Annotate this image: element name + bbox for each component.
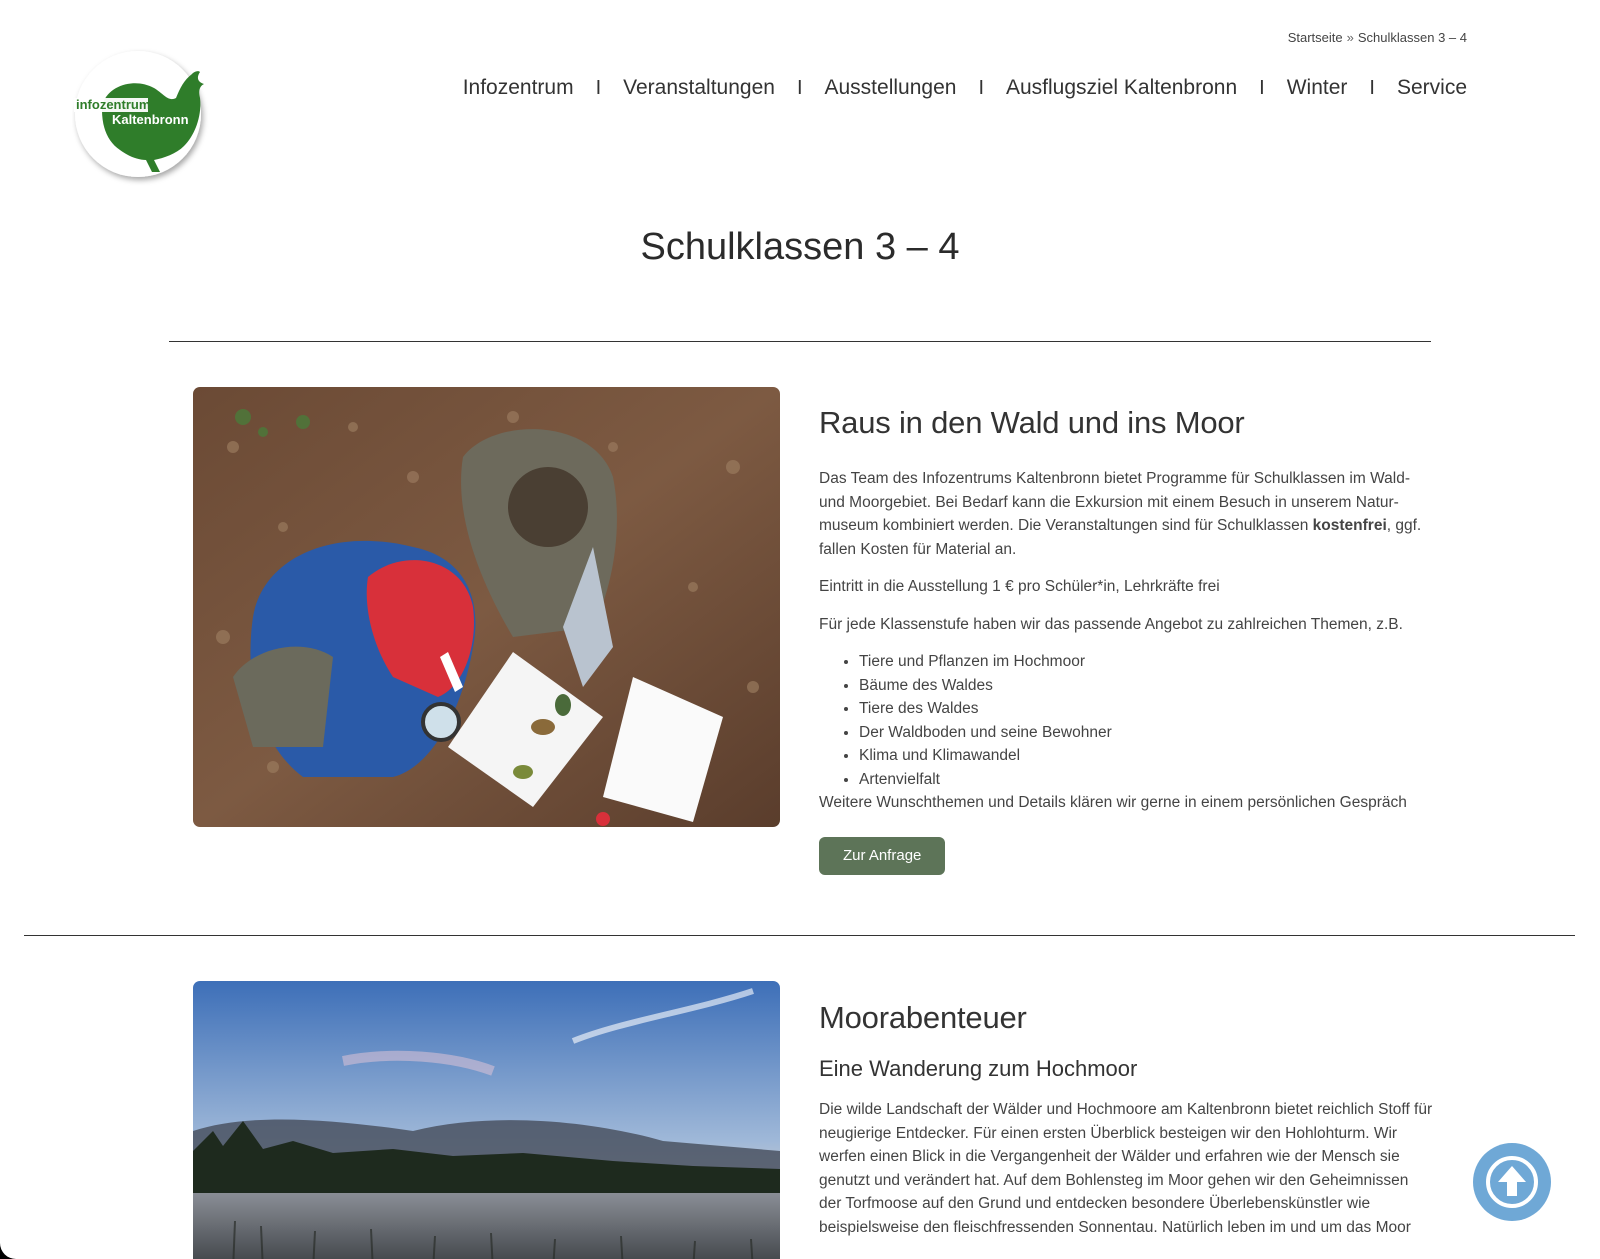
- list-item: • Bäume des Waldes: [859, 674, 1434, 698]
- nav-divider: I: [796, 76, 803, 99]
- scroll-to-top-button[interactable]: [1473, 1143, 1551, 1221]
- inquiry-button[interactable]: Zur Anfrage: [819, 837, 945, 875]
- breadcrumb: [1288, 30, 1467, 45]
- nav-item-service[interactable]: Service: [1396, 76, 1467, 99]
- section2-text: Die wilde Landschaft der Wälder und Hochmoore am Kaltenbronn bietet reichlich Stoff für neugierige Entdecker. Für einen ersten Überblick besteigen wir den Hohlohturm. Wir werfen einen Blick in die Vergangenheit der Wälder und erfahren wie der Mensch sie genutzt und verändert hat. Auf dem Bohlensteg im Moor gehen wir den Geheimnissen der Torfmoose auf den Grund und entdecken besondere Überlebenskünstler wie beispielsweise den fleischfressenden Sonnentau. Natürlich leben im und um das Moor: [819, 1101, 1433, 1236]
- section1-intro-text: Das Team des Infozentrums Kaltenbronn bietet Programme für Schulklassen im Wald- und Moorgebiet. Bei Bedarf kann die Exkursion mit einem Besuch in unserem Naturmuseum kombiniert werden. Die Veranstaltungen sind für Schulklassen: [819, 470, 1410, 534]
- nav-divider: I: [1369, 76, 1375, 99]
- section1-closing: Weitere Wunschthemen und Details klären wir gerne in einem persönlichen Gespräch: [819, 794, 1407, 811]
- section1-admission: Eintritt in die Ausstellung 1 € pro Schüler*in, Lehrkräfte frei: [819, 578, 1220, 595]
- main-nav: [463, 76, 1467, 100]
- section1-content: [819, 405, 1434, 875]
- nav-item-winter[interactable]: Winter: [1286, 76, 1348, 99]
- children-forest-photo-icon: [193, 387, 780, 827]
- nav-item-ausstellungen[interactable]: Ausstellungen: [824, 76, 957, 99]
- moor-landscape-photo-icon: [193, 981, 780, 1259]
- section2-content: [819, 1000, 1434, 1253]
- list-item: • Tiere des Waldes: [859, 697, 1434, 721]
- nav-divider: I: [1259, 76, 1265, 99]
- list-item: • Artenvielfalt: [859, 768, 1434, 792]
- section1-photo: [193, 387, 780, 827]
- list-item: • Tiere und Pflanzen im Hochmoor: [859, 650, 1434, 674]
- list-item: • Der Waldboden und seine Bewohner: [859, 721, 1434, 745]
- nav-item-infozentrum[interactable]: Infozentrum: [462, 76, 574, 99]
- divider-line: [169, 341, 1431, 342]
- section1-themes-intro: Für jede Klassenstufe haben wir das passende Angebot zu zahlreichen Themen, z.B.: [819, 615, 1403, 633]
- nav-item-ausflugsziel[interactable]: Ausflugsziel Kaltenbronn: [1006, 76, 1238, 99]
- nav-divider: I: [595, 76, 602, 99]
- nav-item-veranstaltungen[interactable]: Veranstaltungen: [623, 76, 775, 99]
- section1-heading: Raus in den Wald und ins Moor: [819, 405, 1245, 440]
- page-title: Schulklassen 3 – 4: [640, 226, 960, 268]
- breadcrumb-current: Schulklassen 3 – 4: [1357, 30, 1467, 45]
- breadcrumb-home-link[interactable]: Startseite: [1287, 30, 1343, 45]
- section1-intro-bold: kostenfrei: [1312, 517, 1387, 534]
- section1-intro: [819, 467, 1434, 561]
- site-logo[interactable]: [72, 48, 210, 186]
- logo-text-line2: Kaltenbronn: [112, 112, 189, 127]
- logo-text-line1: infozentrum: [76, 97, 151, 112]
- arrow-up-circle-icon: [1482, 1152, 1542, 1212]
- section1-intro-text-end: , ggf. fallen Kosten für Material an.: [819, 517, 1422, 558]
- section2-photo: [193, 981, 780, 1259]
- breadcrumb-separator: »: [1346, 30, 1354, 45]
- section-divider: [24, 935, 1575, 936]
- section2-subheading: Eine Wanderung zum Hochmoor: [819, 1056, 1138, 1081]
- capercaillie-logo-icon: [72, 48, 210, 186]
- nav-divider: I: [978, 76, 984, 99]
- themes-list: [859, 650, 1434, 791]
- list-item: • Klima und Klimawandel: [859, 744, 1434, 768]
- section2-heading: Moorabenteuer: [819, 1000, 1027, 1035]
